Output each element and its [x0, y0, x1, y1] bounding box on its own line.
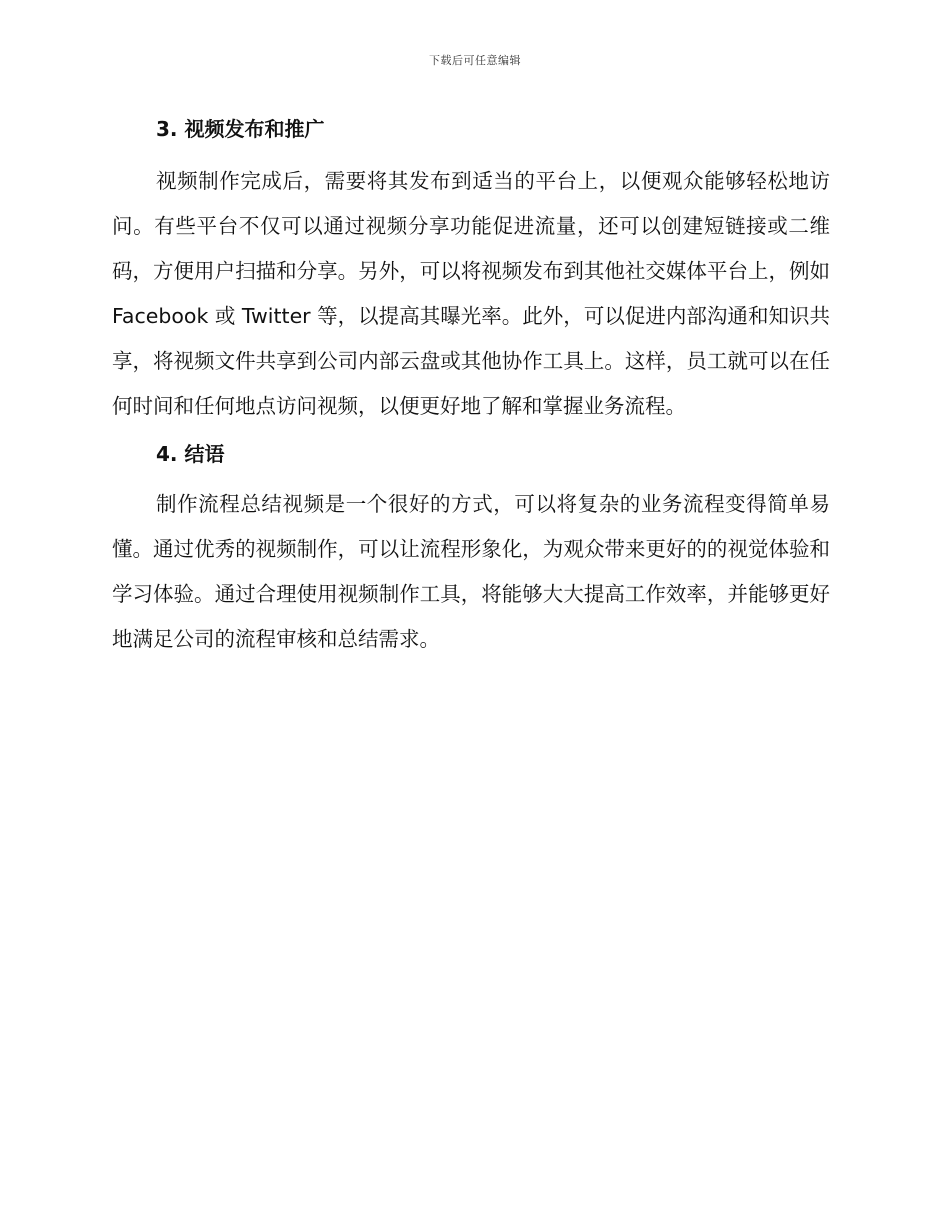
page-header-note: 下载后可任意编辑	[429, 54, 521, 67]
section-heading: 4. 结语	[156, 442, 225, 466]
section-paragraph: 制作流程总结视频是一个很好的方式，可以将复杂的业务流程变得简单易懂。通过优秀的视频制作，可以让流程形象化，为观众带来更好的的视觉体验和学习体验。通过合理使用视频制作工具，将能够大大提高工作效率，并能够更好地满足公司的流程审核和总结需求。	[112, 492, 830, 651]
document-content	[112, 110, 830, 662]
section-paragraph: 视频制作完成后，需要将其发布到适当的平台上，以便观众能够轻松地访问。有些平台不仅可以通过视频分享功能促进流量，还可以创建短链接或二维码，方便用户扫描和分享。另外，可以将视频发布到其他社交媒体平台上，例如 Facebook 或 Twitter 等，以提高其曝光率。此外，可以促进内部沟通和知识共享，将视频文件共享到公司内部云盘或其他协作工具上。这样，员工就可以在任何时间和任何地点访问视频，以便更好地了解和掌握业务流程。	[112, 169, 830, 418]
section-conclusion	[112, 435, 830, 662]
section-heading: 3. 视频发布和推广	[156, 117, 325, 141]
section-video-publishing	[112, 110, 830, 429]
